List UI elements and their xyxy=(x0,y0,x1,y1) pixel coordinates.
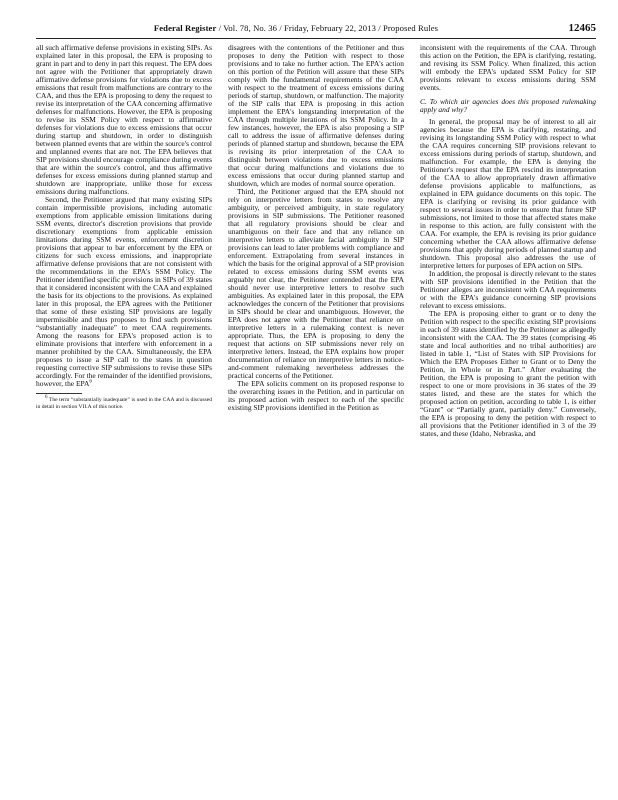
section-heading-question: C. To which air agencies does this proposed rulemaking apply and why? xyxy=(420,97,596,114)
header-federal: Federal xyxy=(153,23,183,33)
column-2 xyxy=(228,44,404,786)
header-issue: / Vol. 78, No. 36 / Friday, February 22, 2013 / Proposed Rules xyxy=(218,23,439,33)
running-header xyxy=(36,22,596,36)
footnote xyxy=(36,397,212,410)
col3-paragraph: In general, the proposal may be of interest to all air agencies because the EPA is clarifying, restating, and revising its longstanding SSM Policy with respect to what the CAA requires concerning SIP provisions relevant to excess emissions during periods of startup, shutdown, and malfunction. For example, the EPA is denying the Petitioner's request that the EPA rescind its interpretation of the CAA to allow appropriately drawn affirmative defense provisions applicable to malfunctions, as explained in EPA guidance documents on this topic. The EPA is clarifying or revising its prior guidance with respect to several issues in order to ensure that future SIP submissions, not limited to those that affected states make in response to this action, are fully consistent with the CAA. For example, the EPA is revising its prior guidance concerning whether the CAA allows affirmative defense provisions that apply during periods of planned startup and shutdown. This proposal also addresses the use of interpretive letters for purposes of EPA action on SIPs. xyxy=(420,117,596,270)
col2-paragraph: disagrees with the contentions of the Petitioner and thus proposes to deny the Petition with respect to those provisions and to take no further action. The EPA's action on this portion of the Petition will assure that these SIPs comply with the fundamental requirements of the CAA with respect to the treatment of excess emissions during periods of startup, shutdown, or malfunction. The majority of the SIP calls that EPA is proposing in this action implement the EPA's longstanding interpretation of the CAA through multiple iterations of its SSM Policy. In a few instances, however, the EPA is also proposing a SIP call to address the issue of affirmative defenses during periods of planned startup and shutdown, because the EPA is revising its prior interpretation of the CAA to distinguish between violations due to excess emissions that occur during malfunctions and violations due to excess emissions that occur during planned startup and shutdown, which are modes of normal source operation. xyxy=(228,44,404,188)
page-number: 12465 xyxy=(568,22,596,34)
column-3 xyxy=(420,44,596,786)
header-rule xyxy=(36,38,596,39)
text-columns xyxy=(36,44,596,786)
col2-paragraph: Third, the Petitioner argued that the EPA should not rely on interpretive letters from states to resolve any ambiguity, or perceived ambiguity, in state regulatory provisions in SIP submissions. The Petitioner reasoned that all regulatory provisions should be clear and unambiguous on their face and that any reliance on interpretive letters to alleviate facial ambiguity in SIP provisions can lead to later problems with compliance and enforcement. Extrapolating from several instances in which the basis for the original approval of a SIP provision related to excess emissions during SSM events was arguably not clear, the Petitioner contended that the EPA should never use interpretive letters to resolve such ambiguities. As explained later in this proposal, the EPA acknowledges the concern of the Petitioner that provisions in SIPs should be clear and unambiguous. However, the EPA does not agree with the Petitioner that reliance on interpretive letters in a rulemaking context is never appropriate. Thus, the EPA is proposing to deny the request that actions on SIP submissions never rely on interpretive letters. Instead, the EPA explains how proper documentation of reliance on interpretive letters in notice-and-comment rulemaking nevertheless addresses the practical concerns of the Petitioner. xyxy=(228,187,404,380)
footnote-rule xyxy=(36,393,82,394)
running-head-text xyxy=(36,23,556,33)
header-register: Register xyxy=(185,23,217,33)
col3-paragraph: inconsistent with the requirements of the CAA. Through this action on the Petition, the EPA is clarifying, restating, and revising its SSM Policy. When finalized, this action will embody the EPA's updated SSM Policy for SIP provisions relevant to excess emissions during SSM events. xyxy=(420,44,596,92)
footnote-text: The term “substantially inadequate” is used in the CAA and is discussed in detail in section VII.A of this notice. xyxy=(36,397,212,410)
col1-paragraph xyxy=(36,196,212,388)
col1-paragraph-text: Second, the Petitioner argued that many existing SIPs contain impermissible provisions, including automatic exemptions from applicable emission limitations during SSM events, director's discretion provisions that provide discretionary exemptions from applicable emission limitations during SSM events, enforcement discretion provisions that appear to bar enforcement by the EPA or citizens for such excess emissions, and inappropriate affirmative defense provisions that are not consistent with the recommendations in the EPA's SSM Policy. The Petitioner identified specific provisions in SIPs of 39 states that it considered inconsistent with the CAA and explained the basis for its objections to the provisions. As explained later in this proposal, the EPA agrees with the Petitioner that some of these existing SIP provisions are legally impermissible and thus proposes to find such provisions “substantially inadequate” to meet CAA requirements. Among the reasons for EPA's proposed action is to eliminate provisions that interfere with enforcement in a manner prohibited by the CAA. Simultaneously, the EPA proposes to issue a SIP call to the states in question requesting corrective SIP submissions to revise these SIPs accordingly. For the remainder of the identified provisions, however, the EPA xyxy=(36,195,212,388)
footnote-marker: 6 xyxy=(45,395,48,401)
col3-paragraph: The EPA is proposing either to grant or to deny the Petition with respect to the specific existing SIP provisions in each of 39 states identified by the Petitioner as allegedly inconsistent with the CAA. The 39 states (comprising 46 state and local authorities and no tribal authorities) are listed in table 1, “List of States with SIP Provisions for Which the EPA Proposes Either to Grant or to Deny the Petition, in Whole or in Part.” After evaluating the Petition, the EPA is proposing to grant the petition with respect to one or more provisions in 36 states of the 39 states listed, and these are the states for which the proposed action on petition, according to table 1, is either “Grant” or “Partially grant, partially deny.” Conversely, the EPA is proposing to deny the petition with respect to all provisions that the Petitioner identified in 3 of the 39 states, and these (Idaho, Nebraska, and xyxy=(420,309,596,438)
column-1 xyxy=(36,44,212,786)
col1-paragraph: all such affirmative defense provisions in existing SIPs. As explained later in this proposal, the EPA is proposing to grant in part and to deny in part this request. The EPA does not agree with the Petitioner that appropriately drawn affirmative defense provisions for violations due to excess emissions that result from malfunctions are contrary to the CAA, and thus the EPA is proposing to deny the request to revise its interpretation of the CAA concerning affirmative defenses for malfunctions. However, the EPA is proposing to revise its SSM Policy with respect to affirmative defenses for violations due to excess emissions that occur during startup and shutdown, in order to distinguish between planned events that are within the source's control and unplanned events that are not. The EPA believes that SIP provisions should encourage compliance during events that are within the source's control, and thus affirmative defenses for excess emissions during planned startup and shutdown are inappropriate, unlike those for excess emissions during malfunctions. xyxy=(36,44,212,196)
col3-paragraph: In addition, the proposal is directly relevant to the states with SIP provisions identified in the Petition that the Petitioner alleges are inconsistent with CAA requirements or with the EPA's guidance concerning SIP provisions relevant to excess emissions. xyxy=(420,269,596,310)
footnote-ref: 6 xyxy=(89,379,92,385)
col2-paragraph: The EPA solicits comment on its proposed response to the overarching issues in the Petition, and in particular on its proposed action with respect to each of the specific existing SIP provisions identified in the Petition as xyxy=(228,379,404,412)
